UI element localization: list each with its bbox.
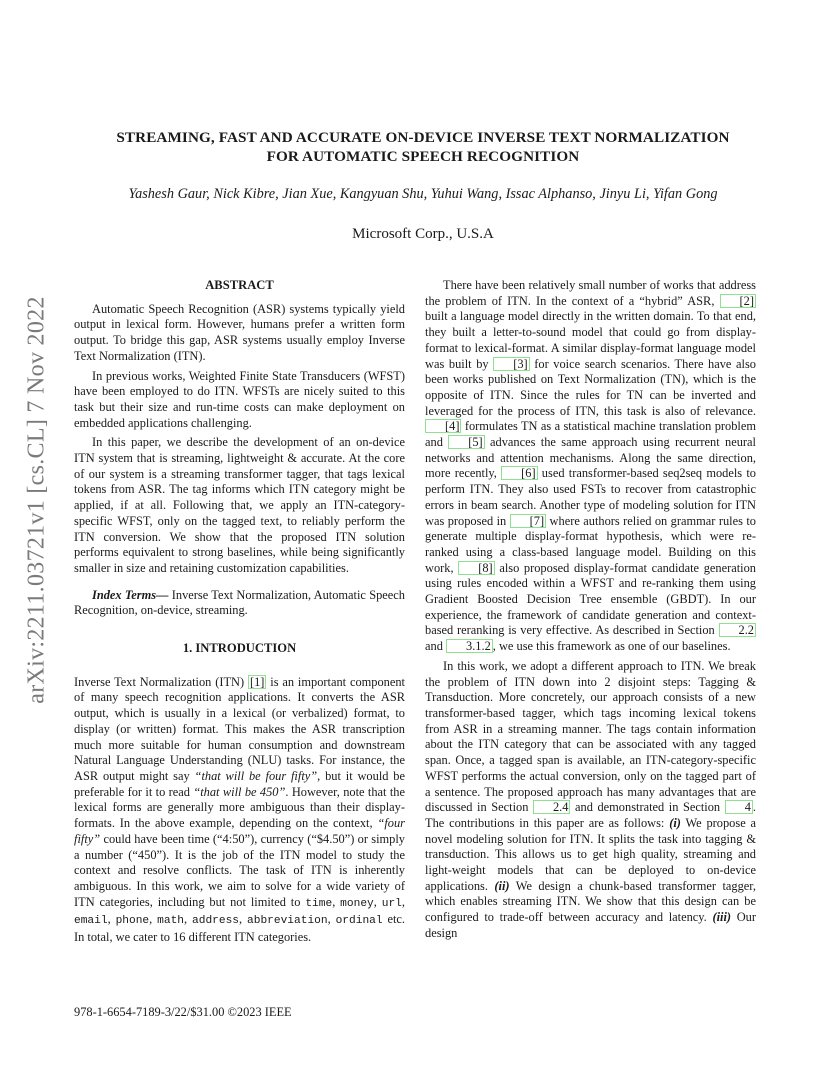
example-phrase: “four fifty” [74,816,405,846]
copyright-footer: 978-1-6654-7189-3/22/$31.00 ©2023 IEEE [74,1005,292,1019]
body-text: In this work, we adopt a different approach to ITN. We break the problem of ITN down into 2 disjoint steps: Tagging & Transduction. More concretely, our approach consists of a new transformer-based tagger, which tags incoming lexical tokens from ASR in a streaming manner. The tags contain information about the ITN category that can be associated with any tagged span. Once, a tagged span is available, an ITN-category-specific WFST performs the actual conversion, only on the tagged part of a sentence. The proposed approach has many advantages that are discussed in Section [425,658,756,815]
body-text: also proposed display-format candidate generation using rules encoded within a WFST and re-ranking them using Gradient Boosted Decision Tree ensemble (GBDT). In our experience, the framework of candidate generation and context-based reranking is very effective. As described in Section [425,560,756,638]
body-text: for voice search scenarios. There have also been works published on Text Normalization (TN), which is the opposite of ITN. Since the rules for TN can be inverted and leveraged for the process of ITN, this task is also of relevance. [425,356,756,418]
abstract-paragraph-3: In this paper, we describe the development of an on-device ITN system that is streaming, lightweight & accurate. At the core of our system is a streaming transformer tagger, that tags lexical tokens from ASR. The tag informs which ITN category might be applied, if at all. Following that, we apply an ITN-category-specific WFST, only on the tagged text, to reliably perform the ITN conversion. We show that the proposed ITN solution performs equivalent to strong baselines, while being significantly smaller in size and retaining customization capabilities. [74,435,405,575]
left-column [74,278,405,946]
body-text: used transformer-based seq2seq models to perform ITN. They also used FSTs to recover from catastrophic errors in beam search. Another type of modeling solution for ITN was proposed in [425,466,756,528]
body-text: formulates TN as a statistical machine translation problem and [425,419,756,450]
body-text: We propose a novel modeling solution for ITN. It splits the task into tagging & transduction. This allows us to get high quality, streaming and light-weight models that can be deployed to on-device applications. [425,815,756,893]
citation-link[interactable]: [6] [501,466,537,480]
intro-text: . However, note that the lexical forms are generally more ambiguous than their display-formats. In the above example, depending on the context, [74,784,405,831]
right-column [425,278,756,942]
example-phrase: “that will be 450” [193,784,286,799]
index-terms [74,588,405,619]
itn-category: email [74,915,108,928]
intro-text: etc. In total, we cater to 16 different ITN categories. [74,912,406,945]
affiliation: Microsoft Corp., U.S.A [352,226,494,242]
itn-category: url [381,897,402,910]
body-text: We design a chunk-based transformer tagger, which enables streaming ITN. We show that this design can be configured to trade-off between accuracy and latency. [425,878,756,925]
itn-category: time [305,897,333,910]
introduction-heading: 1. INTRODUCTION [182,641,297,656]
itn-category: address [192,915,240,928]
contribution-marker: (i) [669,815,681,830]
arxiv-identifier-text: arXiv:2211.03721v1 [cs.CL] 7 Nov 2022 [23,296,50,704]
body-text: where authors relied on grammar rules to generate multiple display-format hypothesis, which were re-ranked using a class-based language model. Building on this work, [425,513,756,575]
intro-text: Inverse Text Normalization (ITN) [74,674,248,689]
body-text: There have been relatively small number of works that address the problem of ITN. In the context of a “hybrid” ASR, [425,278,756,308]
author-list: Yashesh Gaur, Nick Kibre, Jian Xue, Kangyuan Shu, Yuhui Wang, Issac Alphanso, Jinyu Li, Yifan Gong [128,186,718,202]
body-text: , we use this framework as one of our baselines. [492,639,731,654]
paper-title [60,128,786,166]
citation-link[interactable]: [3] [493,357,529,371]
body-text: Our design [425,910,756,940]
citation-link[interactable]: [5] [448,435,484,449]
index-terms-label: Index Terms— [92,587,169,602]
section-link[interactable]: 2.2 [719,623,757,637]
body-text: advances the same approach using recurrent neural networks and attention mechanisms. Along the same direction, more recently, [425,435,756,481]
body-text: built a language model directly in the written domain. To that end, they built a letter-to-sound model that could go from display-format to lexical-format. A similar display-format language model was built by [425,309,756,371]
abstract-heading: ABSTRACT [205,278,274,292]
citation-link[interactable]: [1] [249,674,265,689]
index-terms-text: Inverse Text Normalization, Automatic Speech Recognition, on-device, streaming. [74,587,405,618]
abstract-paragraph-2: In previous works, Weighted Finite State Transducers (WFST) have been employed to do ITN. WFSTs are nicely suited to this task but their size and run-time costs can make deployment on embedded applications challenging. [74,368,405,430]
intro-text: , but it would be preferable for it to read [74,768,405,799]
title-line-1: STREAMING, FAST AND ACCURATE ON-DEVICE INVERSE TEXT NORMALIZATION [116,129,730,146]
contribution-marker: (iii) [712,910,732,925]
contributions-paragraph [425,659,756,942]
body-text: and [425,639,446,654]
section-link[interactable]: 3.1.2 [446,639,493,653]
related-work-paragraph [425,278,756,655]
contribution-marker: (ii) [494,878,510,893]
section-link[interactable]: 4 [725,800,753,814]
itn-category: money [340,897,374,910]
citation-link[interactable]: [4] [425,419,461,433]
body-text: and demonstrated in Section [570,800,725,815]
itn-category: abbreviation [247,915,328,928]
title-line-2: FOR AUTOMATIC SPEECH RECOGNITION [266,148,580,165]
citation-link[interactable]: [2] [720,294,756,308]
itn-category: phone [115,915,150,928]
intro-text: could have been time (“4:50”), currency (“$4.50”) or simply a number (“450”). It is the job of the ITN model to study the context and resolve conflicts. The task of ITN is inherently ambiguous. In this work, we aim to solve for a wide variety of ITN categories, including but not limited to [74,831,405,909]
abstract-paragraph-1: Automatic Speech Recognition (ASR) systems typically yield output in lexical form. However, humans prefer a written form output. To bridge this gap, ASR systems usually employ Inverse Text Normalization (ITN). [74,301,405,363]
itn-category: math [157,915,185,928]
citation-link[interactable]: [7] [510,514,546,528]
example-phrase: “that will be four fifty” [194,768,318,783]
itn-category: ordinal [335,915,383,928]
section-link[interactable]: 2.4 [533,800,571,814]
introduction-paragraph: Inverse Text Normalization (ITN) [1] is an important component of many speech recognition applications. It converts the ASR output, which is usually in a lexical (or verbalized) format, to display (or written) format. This makes the ASR transcription much more suitable for human consumption and downstream Natural Language Understanding (NLU) tasks. For instance, the ASR output might say “that will be four fifty”, but it would be preferable for it to read “that will be 450”. However, note that the lexical forms are generally more ambiguous than their display-formats. In the above example, depending on the context, “four fifty” could have been time (“4:50”), currency (“$4.50”) or simply a number (“450”). It is the job of the ITN model to study the context and resolve conflicts. The task of ITN is inherently ambiguous. In this work, we aim to solve for a wide variety of ITN categories, including but not limited to time, money, url, email, phone, math, address, abbreviation, ordinal etc. In total, we cater to 16 different ITN categories. [74,674,406,945]
citation-link[interactable]: [8] [458,561,494,575]
body-text: . The contributions in this paper are as follows: [425,800,756,830]
intro-text: is an important component of many speech recognition applications. It converts the ASR output, which is usually in a lexical (or verbalized) format, to display (or written) format. This makes the ASR transcription much more suitable for human consumption and downstream Natural Language Understanding (NLU) tasks. For instance, the ASR output might say [74,674,405,783]
arxiv-identifier [20,290,54,710]
